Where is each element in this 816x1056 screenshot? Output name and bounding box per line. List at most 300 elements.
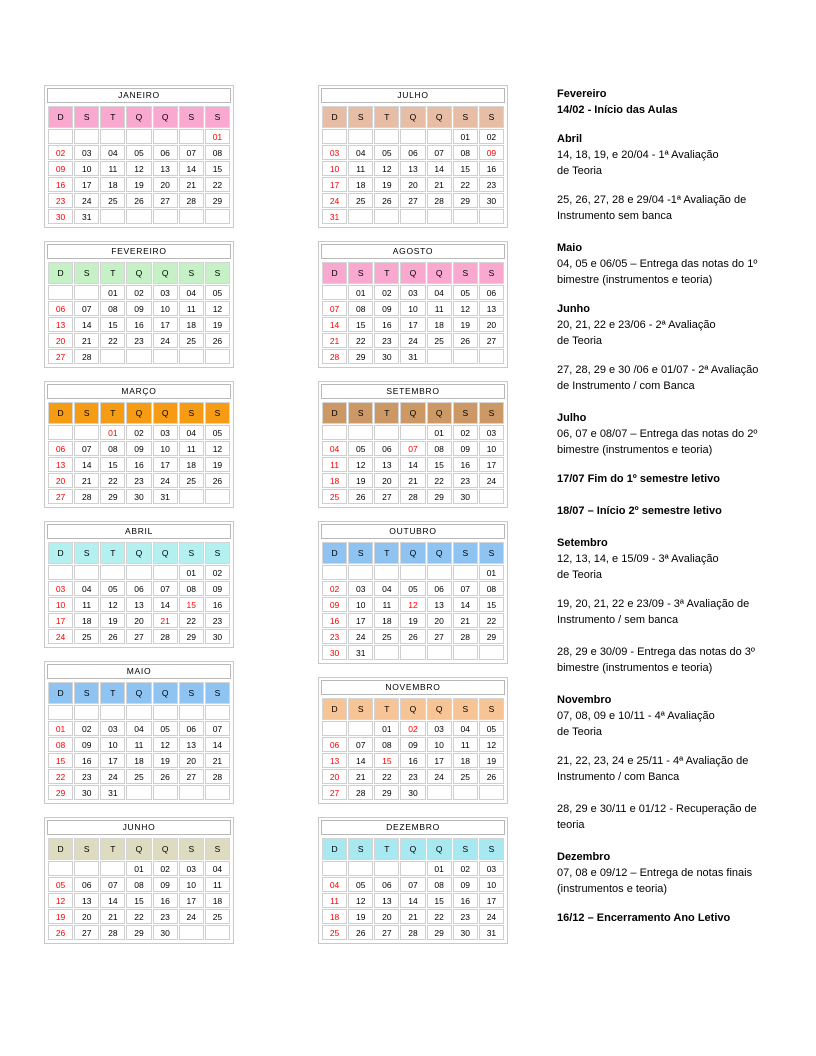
- day-cell[interactable]: 27: [126, 629, 151, 644]
- day-cell[interactable]: 12: [100, 597, 125, 612]
- day-cell[interactable]: 17: [322, 177, 347, 192]
- day-cell[interactable]: 15: [48, 753, 73, 768]
- day-cell[interactable]: 15: [427, 893, 452, 908]
- day-cell[interactable]: 03: [427, 721, 452, 736]
- day-cell[interactable]: 25: [126, 769, 151, 784]
- day-cell[interactable]: 05: [48, 877, 73, 892]
- day-cell[interactable]: 27: [479, 333, 504, 348]
- day-cell[interactable]: 20: [48, 473, 73, 488]
- day-cell[interactable]: 22: [348, 333, 373, 348]
- day-cell[interactable]: 10: [179, 877, 204, 892]
- day-cell[interactable]: 21: [153, 613, 178, 628]
- day-cell[interactable]: 05: [126, 145, 151, 160]
- day-cell[interactable]: 03: [153, 425, 178, 440]
- day-cell[interactable]: 05: [348, 877, 373, 892]
- day-cell[interactable]: 25: [322, 489, 347, 504]
- day-cell[interactable]: 07: [322, 301, 347, 316]
- day-cell[interactable]: 04: [205, 861, 230, 876]
- day-cell[interactable]: 28: [100, 925, 125, 940]
- day-cell[interactable]: 22: [179, 613, 204, 628]
- day-cell[interactable]: 08: [427, 877, 452, 892]
- day-cell[interactable]: 22: [479, 613, 504, 628]
- day-cell[interactable]: 13: [479, 301, 504, 316]
- day-cell[interactable]: 18: [205, 893, 230, 908]
- day-cell[interactable]: 16: [74, 753, 99, 768]
- day-cell[interactable]: 13: [74, 893, 99, 908]
- day-cell[interactable]: 06: [153, 145, 178, 160]
- day-cell[interactable]: 30: [453, 489, 478, 504]
- day-cell[interactable]: 28: [153, 629, 178, 644]
- day-cell[interactable]: 02: [126, 285, 151, 300]
- day-cell[interactable]: 15: [179, 597, 204, 612]
- day-cell[interactable]: 25: [322, 925, 347, 940]
- day-cell[interactable]: 01: [179, 565, 204, 580]
- day-cell[interactable]: 13: [374, 893, 399, 908]
- day-cell[interactable]: 09: [126, 301, 151, 316]
- day-cell[interactable]: 27: [400, 193, 425, 208]
- day-cell[interactable]: 31: [74, 209, 99, 224]
- day-cell[interactable]: 23: [153, 909, 178, 924]
- day-cell[interactable]: 10: [322, 161, 347, 176]
- day-cell[interactable]: 31: [100, 785, 125, 800]
- day-cell[interactable]: 25: [74, 629, 99, 644]
- day-cell[interactable]: 01: [427, 425, 452, 440]
- day-cell[interactable]: 24: [179, 909, 204, 924]
- day-cell[interactable]: 25: [179, 333, 204, 348]
- day-cell[interactable]: 11: [100, 161, 125, 176]
- day-cell[interactable]: 02: [479, 129, 504, 144]
- day-cell[interactable]: 25: [427, 333, 452, 348]
- day-cell[interactable]: 17: [48, 613, 73, 628]
- day-cell[interactable]: 15: [348, 317, 373, 332]
- day-cell[interactable]: 27: [48, 489, 73, 504]
- day-cell[interactable]: 19: [205, 317, 230, 332]
- day-cell[interactable]: 24: [348, 629, 373, 644]
- day-cell[interactable]: 20: [427, 613, 452, 628]
- day-cell[interactable]: 05: [153, 721, 178, 736]
- day-cell[interactable]: 10: [153, 301, 178, 316]
- day-cell[interactable]: 17: [153, 457, 178, 472]
- day-cell[interactable]: 26: [479, 769, 504, 784]
- day-cell[interactable]: 26: [348, 489, 373, 504]
- day-cell[interactable]: 23: [205, 613, 230, 628]
- day-cell[interactable]: 14: [427, 161, 452, 176]
- day-cell[interactable]: 03: [179, 861, 204, 876]
- day-cell[interactable]: 21: [74, 473, 99, 488]
- day-cell[interactable]: 15: [205, 161, 230, 176]
- day-cell[interactable]: 29: [126, 925, 151, 940]
- day-cell[interactable]: 21: [453, 613, 478, 628]
- day-cell[interactable]: 09: [153, 877, 178, 892]
- day-cell[interactable]: 18: [100, 177, 125, 192]
- day-cell[interactable]: 03: [74, 145, 99, 160]
- day-cell[interactable]: 22: [205, 177, 230, 192]
- day-cell[interactable]: 08: [453, 145, 478, 160]
- day-cell[interactable]: 14: [322, 317, 347, 332]
- day-cell[interactable]: 20: [153, 177, 178, 192]
- day-cell[interactable]: 13: [179, 737, 204, 752]
- day-cell[interactable]: 06: [400, 145, 425, 160]
- day-cell[interactable]: 19: [100, 613, 125, 628]
- day-cell[interactable]: 06: [374, 877, 399, 892]
- day-cell[interactable]: 09: [479, 145, 504, 160]
- day-cell[interactable]: 24: [153, 473, 178, 488]
- day-cell[interactable]: 19: [348, 909, 373, 924]
- day-cell[interactable]: 21: [427, 177, 452, 192]
- day-cell[interactable]: 19: [348, 473, 373, 488]
- day-cell[interactable]: 12: [479, 737, 504, 752]
- day-cell[interactable]: 10: [153, 441, 178, 456]
- day-cell[interactable]: 20: [400, 177, 425, 192]
- day-cell[interactable]: 06: [48, 441, 73, 456]
- day-cell[interactable]: 23: [48, 193, 73, 208]
- day-cell[interactable]: 09: [48, 161, 73, 176]
- day-cell[interactable]: 12: [48, 893, 73, 908]
- day-cell[interactable]: 01: [126, 861, 151, 876]
- day-cell[interactable]: 28: [348, 785, 373, 800]
- day-cell[interactable]: 01: [348, 285, 373, 300]
- day-cell[interactable]: 10: [100, 737, 125, 752]
- day-cell[interactable]: 04: [179, 285, 204, 300]
- day-cell[interactable]: 02: [205, 565, 230, 580]
- day-cell[interactable]: 06: [479, 285, 504, 300]
- day-cell[interactable]: 16: [453, 457, 478, 472]
- day-cell[interactable]: 06: [74, 877, 99, 892]
- day-cell[interactable]: 15: [126, 893, 151, 908]
- day-cell[interactable]: 02: [74, 721, 99, 736]
- day-cell[interactable]: 27: [374, 925, 399, 940]
- day-cell[interactable]: 12: [348, 893, 373, 908]
- day-cell[interactable]: 29: [427, 489, 452, 504]
- day-cell[interactable]: 14: [348, 753, 373, 768]
- day-cell[interactable]: 11: [126, 737, 151, 752]
- day-cell[interactable]: 11: [453, 737, 478, 752]
- day-cell[interactable]: 11: [179, 301, 204, 316]
- day-cell[interactable]: 12: [205, 441, 230, 456]
- day-cell[interactable]: 30: [126, 489, 151, 504]
- day-cell[interactable]: 04: [74, 581, 99, 596]
- day-cell[interactable]: 30: [205, 629, 230, 644]
- day-cell[interactable]: 20: [179, 753, 204, 768]
- day-cell[interactable]: 09: [400, 737, 425, 752]
- day-cell[interactable]: 09: [205, 581, 230, 596]
- day-cell[interactable]: 19: [153, 753, 178, 768]
- day-cell[interactable]: 10: [479, 877, 504, 892]
- day-cell[interactable]: 17: [348, 613, 373, 628]
- day-cell[interactable]: 22: [427, 909, 452, 924]
- day-cell[interactable]: 18: [179, 317, 204, 332]
- day-cell[interactable]: 18: [322, 909, 347, 924]
- day-cell[interactable]: 18: [348, 177, 373, 192]
- day-cell[interactable]: 30: [48, 209, 73, 224]
- day-cell[interactable]: 10: [427, 737, 452, 752]
- day-cell[interactable]: 14: [205, 737, 230, 752]
- day-cell[interactable]: 25: [453, 769, 478, 784]
- day-cell[interactable]: 17: [179, 893, 204, 908]
- day-cell[interactable]: 13: [153, 161, 178, 176]
- day-cell[interactable]: 05: [205, 425, 230, 440]
- day-cell[interactable]: 31: [479, 925, 504, 940]
- day-cell[interactable]: 24: [479, 473, 504, 488]
- day-cell[interactable]: 21: [348, 769, 373, 784]
- day-cell[interactable]: 27: [374, 489, 399, 504]
- day-cell[interactable]: 01: [48, 721, 73, 736]
- day-cell[interactable]: 02: [153, 861, 178, 876]
- day-cell[interactable]: 26: [400, 629, 425, 644]
- day-cell[interactable]: 18: [453, 753, 478, 768]
- day-cell[interactable]: 24: [153, 333, 178, 348]
- day-cell[interactable]: 28: [427, 193, 452, 208]
- day-cell[interactable]: 14: [400, 893, 425, 908]
- day-cell[interactable]: 12: [126, 161, 151, 176]
- day-cell[interactable]: 08: [48, 737, 73, 752]
- day-cell[interactable]: 13: [427, 597, 452, 612]
- day-cell[interactable]: 26: [348, 925, 373, 940]
- day-cell[interactable]: 26: [453, 333, 478, 348]
- day-cell[interactable]: 25: [374, 629, 399, 644]
- day-cell[interactable]: 01: [479, 565, 504, 580]
- day-cell[interactable]: 31: [400, 349, 425, 364]
- day-cell[interactable]: 18: [179, 457, 204, 472]
- day-cell[interactable]: 30: [322, 645, 347, 660]
- day-cell[interactable]: 25: [205, 909, 230, 924]
- day-cell[interactable]: 06: [322, 737, 347, 752]
- day-cell[interactable]: 23: [126, 473, 151, 488]
- day-cell[interactable]: 28: [74, 489, 99, 504]
- day-cell[interactable]: 06: [48, 301, 73, 316]
- day-cell[interactable]: 05: [400, 581, 425, 596]
- day-cell[interactable]: 30: [479, 193, 504, 208]
- day-cell[interactable]: 29: [100, 489, 125, 504]
- day-cell[interactable]: 17: [479, 457, 504, 472]
- day-cell[interactable]: 23: [74, 769, 99, 784]
- day-cell[interactable]: 05: [348, 441, 373, 456]
- day-cell[interactable]: 04: [453, 721, 478, 736]
- day-cell[interactable]: 18: [126, 753, 151, 768]
- day-cell[interactable]: 27: [322, 785, 347, 800]
- day-cell[interactable]: 30: [400, 785, 425, 800]
- day-cell[interactable]: 25: [179, 473, 204, 488]
- day-cell[interactable]: 20: [322, 769, 347, 784]
- day-cell[interactable]: 02: [453, 861, 478, 876]
- day-cell[interactable]: 28: [205, 769, 230, 784]
- day-cell[interactable]: 03: [479, 861, 504, 876]
- day-cell[interactable]: 09: [322, 597, 347, 612]
- day-cell[interactable]: 21: [322, 333, 347, 348]
- day-cell[interactable]: 22: [48, 769, 73, 784]
- day-cell[interactable]: 10: [74, 161, 99, 176]
- day-cell[interactable]: 14: [74, 457, 99, 472]
- day-cell[interactable]: 08: [100, 441, 125, 456]
- day-cell[interactable]: 17: [427, 753, 452, 768]
- day-cell[interactable]: 30: [374, 349, 399, 364]
- day-cell[interactable]: 02: [322, 581, 347, 596]
- day-cell[interactable]: 11: [427, 301, 452, 316]
- day-cell[interactable]: 28: [400, 489, 425, 504]
- day-cell[interactable]: 02: [48, 145, 73, 160]
- day-cell[interactable]: 11: [74, 597, 99, 612]
- day-cell[interactable]: 02: [126, 425, 151, 440]
- day-cell[interactable]: 18: [74, 613, 99, 628]
- day-cell[interactable]: 05: [479, 721, 504, 736]
- day-cell[interactable]: 09: [453, 441, 478, 456]
- day-cell[interactable]: 24: [479, 909, 504, 924]
- day-cell[interactable]: 22: [100, 333, 125, 348]
- day-cell[interactable]: 01: [100, 285, 125, 300]
- day-cell[interactable]: 16: [322, 613, 347, 628]
- day-cell[interactable]: 14: [153, 597, 178, 612]
- day-cell[interactable]: 29: [479, 629, 504, 644]
- day-cell[interactable]: 02: [453, 425, 478, 440]
- day-cell[interactable]: 21: [100, 909, 125, 924]
- day-cell[interactable]: 16: [153, 893, 178, 908]
- day-cell[interactable]: 26: [48, 925, 73, 940]
- day-cell[interactable]: 20: [126, 613, 151, 628]
- day-cell[interactable]: 30: [453, 925, 478, 940]
- day-cell[interactable]: 15: [479, 597, 504, 612]
- day-cell[interactable]: 30: [74, 785, 99, 800]
- day-cell[interactable]: 23: [374, 333, 399, 348]
- day-cell[interactable]: 03: [322, 145, 347, 160]
- day-cell[interactable]: 31: [322, 209, 347, 224]
- day-cell[interactable]: 26: [205, 333, 230, 348]
- day-cell[interactable]: 14: [400, 457, 425, 472]
- day-cell[interactable]: 13: [48, 457, 73, 472]
- day-cell[interactable]: 03: [400, 285, 425, 300]
- day-cell[interactable]: 09: [374, 301, 399, 316]
- day-cell[interactable]: 16: [374, 317, 399, 332]
- day-cell[interactable]: 07: [427, 145, 452, 160]
- day-cell[interactable]: 15: [100, 317, 125, 332]
- day-cell[interactable]: 06: [179, 721, 204, 736]
- day-cell[interactable]: 26: [153, 769, 178, 784]
- day-cell[interactable]: 04: [100, 145, 125, 160]
- day-cell[interactable]: 08: [374, 737, 399, 752]
- day-cell[interactable]: 03: [48, 581, 73, 596]
- day-cell[interactable]: 22: [374, 769, 399, 784]
- day-cell[interactable]: 14: [453, 597, 478, 612]
- day-cell[interactable]: 22: [126, 909, 151, 924]
- day-cell[interactable]: 08: [100, 301, 125, 316]
- day-cell[interactable]: 04: [348, 145, 373, 160]
- day-cell[interactable]: 10: [48, 597, 73, 612]
- day-cell[interactable]: 20: [374, 473, 399, 488]
- day-cell[interactable]: 01: [427, 861, 452, 876]
- day-cell[interactable]: 05: [205, 285, 230, 300]
- day-cell[interactable]: 08: [126, 877, 151, 892]
- day-cell[interactable]: 02: [374, 285, 399, 300]
- day-cell[interactable]: 19: [374, 177, 399, 192]
- day-cell[interactable]: 07: [348, 737, 373, 752]
- day-cell[interactable]: 23: [126, 333, 151, 348]
- day-cell[interactable]: 21: [400, 909, 425, 924]
- day-cell[interactable]: 07: [100, 877, 125, 892]
- day-cell[interactable]: 27: [179, 769, 204, 784]
- day-cell[interactable]: 19: [126, 177, 151, 192]
- day-cell[interactable]: 19: [205, 457, 230, 472]
- day-cell[interactable]: 21: [179, 177, 204, 192]
- day-cell[interactable]: 12: [348, 457, 373, 472]
- day-cell[interactable]: 01: [205, 129, 230, 144]
- day-cell[interactable]: 17: [400, 317, 425, 332]
- day-cell[interactable]: 04: [322, 441, 347, 456]
- day-cell[interactable]: 29: [205, 193, 230, 208]
- day-cell[interactable]: 04: [427, 285, 452, 300]
- day-cell[interactable]: 09: [126, 441, 151, 456]
- day-cell[interactable]: 11: [374, 597, 399, 612]
- day-cell[interactable]: 04: [374, 581, 399, 596]
- day-cell[interactable]: 22: [453, 177, 478, 192]
- day-cell[interactable]: 22: [100, 473, 125, 488]
- day-cell[interactable]: 16: [126, 317, 151, 332]
- day-cell[interactable]: 04: [179, 425, 204, 440]
- day-cell[interactable]: 13: [400, 161, 425, 176]
- day-cell[interactable]: 15: [453, 161, 478, 176]
- day-cell[interactable]: 15: [100, 457, 125, 472]
- day-cell[interactable]: 18: [322, 473, 347, 488]
- day-cell[interactable]: 24: [427, 769, 452, 784]
- day-cell[interactable]: 03: [100, 721, 125, 736]
- day-cell[interactable]: 29: [48, 785, 73, 800]
- day-cell[interactable]: 27: [153, 193, 178, 208]
- day-cell[interactable]: 14: [179, 161, 204, 176]
- day-cell[interactable]: 28: [179, 193, 204, 208]
- day-cell[interactable]: 31: [153, 489, 178, 504]
- day-cell[interactable]: 07: [74, 441, 99, 456]
- day-cell[interactable]: 17: [153, 317, 178, 332]
- day-cell[interactable]: 21: [400, 473, 425, 488]
- day-cell[interactable]: 29: [427, 925, 452, 940]
- day-cell[interactable]: 19: [48, 909, 73, 924]
- day-cell[interactable]: 23: [453, 473, 478, 488]
- day-cell[interactable]: 16: [48, 177, 73, 192]
- day-cell[interactable]: 19: [479, 753, 504, 768]
- day-cell[interactable]: 03: [153, 285, 178, 300]
- day-cell[interactable]: 09: [453, 877, 478, 892]
- day-cell[interactable]: 24: [100, 769, 125, 784]
- day-cell[interactable]: 08: [179, 581, 204, 596]
- day-cell[interactable]: 18: [427, 317, 452, 332]
- day-cell[interactable]: 10: [400, 301, 425, 316]
- day-cell[interactable]: 01: [374, 721, 399, 736]
- day-cell[interactable]: 08: [427, 441, 452, 456]
- day-cell[interactable]: 26: [126, 193, 151, 208]
- day-cell[interactable]: 27: [48, 349, 73, 364]
- day-cell[interactable]: 16: [479, 161, 504, 176]
- day-cell[interactable]: 07: [400, 441, 425, 456]
- day-cell[interactable]: 15: [374, 753, 399, 768]
- day-cell[interactable]: 29: [348, 349, 373, 364]
- day-cell[interactable]: 06: [374, 441, 399, 456]
- day-cell[interactable]: 25: [348, 193, 373, 208]
- day-cell[interactable]: 06: [126, 581, 151, 596]
- day-cell[interactable]: 12: [400, 597, 425, 612]
- day-cell[interactable]: 20: [74, 909, 99, 924]
- day-cell[interactable]: 10: [479, 441, 504, 456]
- day-cell[interactable]: 03: [479, 425, 504, 440]
- day-cell[interactable]: 11: [348, 161, 373, 176]
- day-cell[interactable]: 05: [374, 145, 399, 160]
- day-cell[interactable]: 16: [400, 753, 425, 768]
- day-cell[interactable]: 16: [453, 893, 478, 908]
- day-cell[interactable]: 19: [400, 613, 425, 628]
- day-cell[interactable]: 28: [322, 349, 347, 364]
- day-cell[interactable]: 20: [479, 317, 504, 332]
- day-cell[interactable]: 07: [453, 581, 478, 596]
- day-cell[interactable]: 24: [74, 193, 99, 208]
- day-cell[interactable]: 07: [400, 877, 425, 892]
- day-cell[interactable]: 03: [348, 581, 373, 596]
